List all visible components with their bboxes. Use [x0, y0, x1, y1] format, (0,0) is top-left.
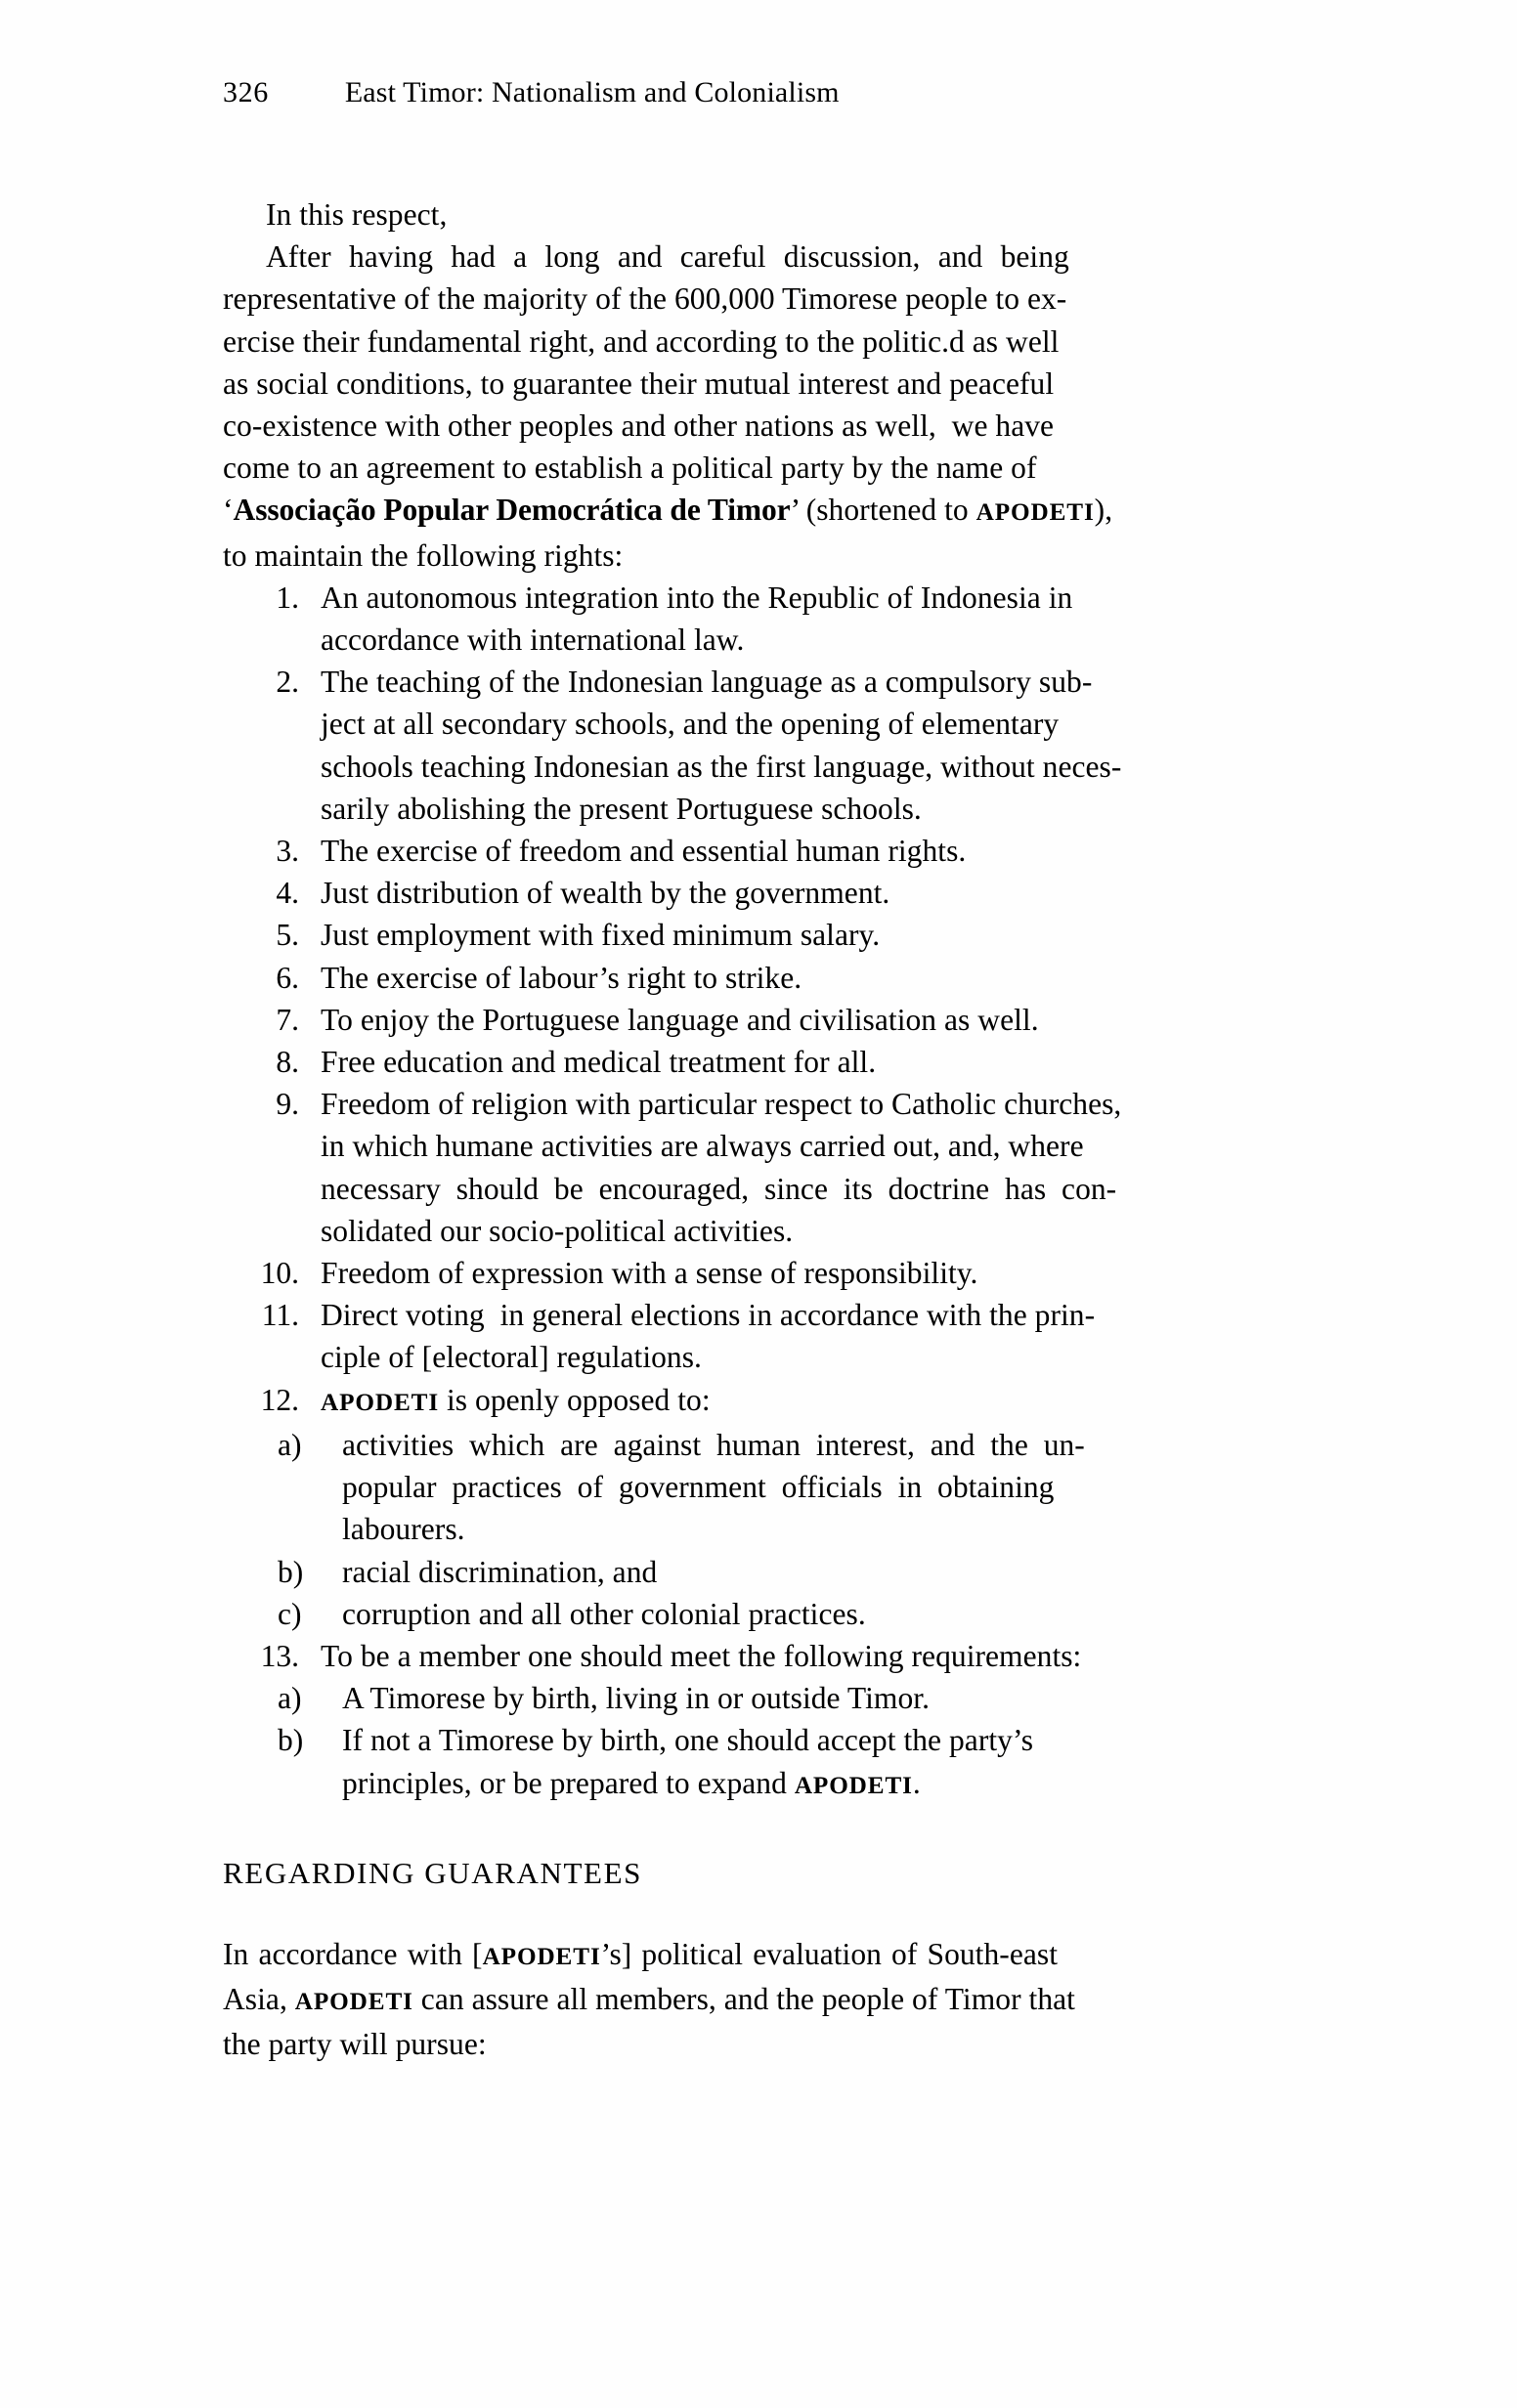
list-item-line: [321, 1379, 1396, 1424]
list-item-number: 6.: [276, 960, 299, 995]
apodeti-smallcaps: APODETI: [321, 1389, 440, 1416]
list-item: [223, 1635, 1396, 1677]
list-item-line: Freedom of religion with particular respect to Catholic churches,: [321, 1087, 1122, 1122]
apodeti-smallcaps: APODETI: [794, 1772, 913, 1799]
numbered-list: [223, 577, 1396, 1807]
list-item: [223, 830, 1396, 872]
closing-text: Asia,: [223, 1982, 295, 2017]
list-item-number: 2.: [276, 665, 299, 700]
list-item-body: [299, 830, 1396, 872]
sub-item-line: corruption and all other colonial practices.: [342, 1596, 866, 1631]
list-item-line: accordance with international law.: [321, 623, 745, 658]
list-item-line: schools teaching Indonesian as the first language, without neces-: [321, 749, 1122, 784]
list-item-line: Just distribution of wealth by the government.: [321, 876, 890, 911]
running-head: [223, 76, 1298, 121]
list-item-line: necessary should be encouraged, since its doctrine has con-: [321, 1171, 1117, 1206]
closing-text: In accordance with [: [223, 1936, 483, 1971]
sub-item-body: [328, 1593, 1396, 1635]
list-item-number: 8.: [276, 1045, 299, 1080]
list-item: [223, 1083, 1396, 1252]
running-title: East Timor: Nationalism and Colonialism: [344, 76, 840, 108]
list-item-body: [299, 1041, 1396, 1083]
sub-item: [223, 1424, 1396, 1551]
sub-item: [223, 1677, 1396, 1719]
closing-line: the party will pursue:: [223, 2027, 487, 2062]
list-item-line: in which humane activities are always carried out, and, where: [321, 1129, 1084, 1164]
sub-item-label: b): [278, 1723, 304, 1758]
list-item-number: 1.: [276, 580, 299, 615]
intro-line: as social conditions, to guarantee their mutual interest and peaceful: [223, 366, 1055, 401]
intro-paragraph: [223, 236, 1396, 577]
list-item-line: ject at all secondary schools, and the opening of elementary: [321, 707, 1060, 742]
list-item: [223, 577, 1396, 661]
closing-text: can assure all members, and the people of Timor that: [412, 1982, 1075, 2017]
list-item-body: [299, 661, 1396, 830]
intro-line: After having had a long and careful discussion, and being: [266, 239, 1069, 275]
opening-line: In this respect,: [266, 197, 448, 232]
list-item-line: solidated our socio-political activities.: [321, 1213, 794, 1248]
list-item: [223, 661, 1396, 830]
list-item-number: 13.: [260, 1638, 299, 1673]
list-item: [223, 1294, 1396, 1378]
sub-item-line: A Timorese by birth, living in or outside Timor.: [342, 1681, 930, 1716]
list-item-line: The exercise of labour’s right to strike.: [321, 960, 802, 995]
list-item-text: is openly opposed to:: [439, 1382, 711, 1417]
sub-item-line: labourers.: [342, 1512, 465, 1547]
sub-item-tail: .: [912, 1765, 921, 1800]
list-item-line: Just employment with fixed minimum salary.: [321, 918, 881, 953]
list-item-line: An autonomous integration into the Republic of Indonesia in: [321, 580, 1073, 615]
party-name-line: [223, 489, 1396, 534]
intro-line: come to an agreement to establish a political party by the name of: [223, 451, 1037, 486]
sub-item-line: popular practices of government officials in obtaining: [342, 1470, 1055, 1505]
closing-text: ’s] political evaluation of South-east: [600, 1936, 1058, 1971]
section-heading: REGARDING GUARANTEES: [223, 1855, 642, 1890]
closing-line: [223, 1933, 1396, 1978]
list-item-line: To be a member one should meet the following requirements:: [321, 1638, 1082, 1673]
list-item-body: [299, 957, 1396, 999]
sub-item: [223, 1551, 1396, 1593]
list-item-number: 3.: [276, 834, 299, 869]
list-item-line: Free education and medical treatment for all.: [321, 1045, 877, 1080]
party-name-tail: ),: [1094, 493, 1113, 528]
list-item-number: 12.: [260, 1382, 299, 1417]
list-item: [223, 1379, 1396, 1424]
list-item-body: [299, 1379, 1396, 1424]
list-item: [223, 1252, 1396, 1294]
list-item-body: [299, 872, 1396, 914]
list-item-number: 11.: [261, 1298, 299, 1333]
party-name-bold: Associação Popular Democrática de Timor: [233, 493, 791, 528]
sub-item-label: a): [278, 1427, 302, 1462]
sub-item-label: c): [278, 1596, 302, 1631]
intro-line: ercise their fundamental right, and according to the politic.d as well: [223, 323, 1060, 359]
list-item-body: [299, 999, 1396, 1041]
page-number: 326: [223, 76, 269, 108]
apodeti-smallcaps: APODETI: [294, 1989, 413, 2016]
intro-line: co-existence with other peoples and other nations as well, we have: [223, 408, 1055, 444]
list-item-number: 9.: [276, 1087, 299, 1122]
sub-item-line: racial discrimination, and: [342, 1554, 658, 1589]
sub-item-body: [328, 1719, 1396, 1806]
list-item-number: 10.: [260, 1256, 299, 1291]
list-item-body: [299, 1294, 1396, 1378]
sub-item-body: [328, 1677, 1396, 1719]
sub-item-label: b): [278, 1554, 304, 1589]
list-item-body: [299, 914, 1396, 956]
list-item-body: [299, 1635, 1396, 1677]
list-item-body: [299, 577, 1396, 661]
list-item: [223, 1041, 1396, 1083]
sub-item-label: a): [278, 1681, 302, 1716]
sub-item: [223, 1719, 1396, 1806]
party-name-after: ’ (shortened to: [790, 493, 976, 528]
intro-line: representative of the majority of the 600,000 Timorese people to ex-: [223, 281, 1067, 317]
list-item-line: The exercise of freedom and essential human rights.: [321, 834, 967, 869]
list-item-number: 4.: [276, 876, 299, 911]
list-item-number: 7.: [276, 1002, 299, 1037]
sub-item-line: activities which are against human interest, and the un-: [342, 1427, 1085, 1462]
list-item-line: To enjoy the Portuguese language and civilisation as well.: [321, 1002, 1039, 1037]
apodeti-smallcaps: APODETI: [975, 499, 1095, 527]
sub-item-line: If not a Timorese by birth, one should accept the party’s: [342, 1723, 1034, 1758]
list-item-line: sarily abolishing the present Portuguese schools.: [321, 791, 922, 826]
sub-item-text: principles, or be prepared to expand: [342, 1765, 795, 1800]
closing-line: [223, 1978, 1396, 2023]
list-item-line: The teaching of the Indonesian language as a compulsory sub-: [321, 665, 1093, 700]
list-item: [223, 914, 1396, 956]
list-item-number: 5.: [276, 918, 299, 953]
list-item-line: Direct voting in general elections in accordance with the prin-: [321, 1298, 1096, 1333]
list-item: [223, 999, 1396, 1041]
sub-item-body: [328, 1551, 1396, 1593]
sub-item-line: [342, 1762, 1396, 1807]
sub-item: [223, 1593, 1396, 1635]
list-item-line: ciple of [electoral] regulations.: [321, 1340, 702, 1375]
list-item-line: Freedom of expression with a sense of responsibility.: [321, 1256, 978, 1291]
list-item: [223, 957, 1396, 999]
text-block: [223, 194, 1396, 2066]
apodeti-smallcaps: APODETI: [482, 1943, 601, 1970]
closing-paragraph: [223, 1933, 1396, 2066]
sub-item-body: [328, 1424, 1396, 1551]
list-item-body: [299, 1252, 1396, 1294]
list-item-body: [299, 1083, 1396, 1252]
open-quote: ‘: [223, 493, 234, 528]
intro-line: to maintain the following rights:: [223, 538, 624, 573]
list-item: [223, 872, 1396, 914]
